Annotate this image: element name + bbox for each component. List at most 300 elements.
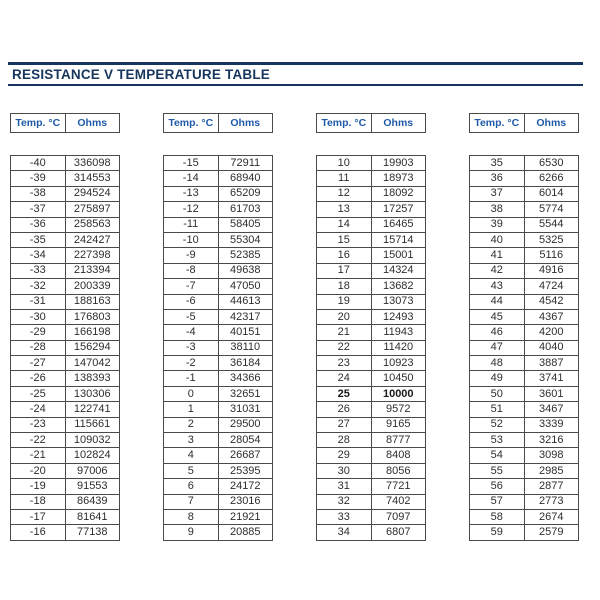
- ohms-cell: 65209: [218, 186, 273, 201]
- table-row: [317, 156, 426, 171]
- resistance-table-4: [469, 155, 579, 541]
- temp-cell: -19: [11, 479, 66, 494]
- temp-cell: -16: [11, 525, 66, 540]
- ohms-cell: 3339: [524, 417, 579, 432]
- table-row: [317, 325, 426, 340]
- temp-cell: 45: [470, 309, 525, 324]
- table-row: [11, 463, 120, 478]
- temp-cell: 0: [164, 386, 219, 401]
- temp-cell: -9: [164, 248, 219, 263]
- temp-cell: 13: [317, 202, 372, 217]
- ohms-cell: 29500: [218, 417, 273, 432]
- table-row: [164, 309, 273, 324]
- temp-cell: -6: [164, 294, 219, 309]
- ohms-cell: 16465: [371, 217, 426, 232]
- table-row: [164, 325, 273, 340]
- table-row: [11, 248, 120, 263]
- table-row: [470, 494, 579, 509]
- table-row: [11, 356, 120, 371]
- temp-cell: -32: [11, 279, 66, 294]
- ohms-cell: 24172: [218, 479, 273, 494]
- temp-cell: -18: [11, 494, 66, 509]
- ohms-cell: 5116: [524, 248, 579, 263]
- ohms-cell: 2674: [524, 509, 579, 524]
- temp-cell: 36: [470, 171, 525, 186]
- temp-header-label: Temp. °C: [164, 114, 219, 132]
- temp-cell: -33: [11, 263, 66, 278]
- table-row: [11, 479, 120, 494]
- ohms-cell: 40151: [218, 325, 273, 340]
- page-title: RESISTANCE V TEMPERATURE TABLE: [12, 67, 271, 82]
- table-row: [11, 263, 120, 278]
- temp-cell: 52: [470, 417, 525, 432]
- ohms-cell: 11420: [371, 340, 426, 355]
- temp-cell: -8: [164, 263, 219, 278]
- table-row: [164, 371, 273, 386]
- table-row: [317, 371, 426, 386]
- table-row: [164, 156, 273, 171]
- ohms-cell: 242427: [65, 232, 120, 247]
- ohms-cell: 61703: [218, 202, 273, 217]
- table-row: [470, 386, 579, 401]
- table-row: [470, 263, 579, 278]
- temp-cell: 59: [470, 525, 525, 540]
- temp-cell: 34: [317, 525, 372, 540]
- table-row: [164, 294, 273, 309]
- ohms-cell: 36184: [218, 356, 273, 371]
- temp-cell: -12: [164, 202, 219, 217]
- table-row: [470, 202, 579, 217]
- table-row: [470, 294, 579, 309]
- table-row: [164, 186, 273, 201]
- ohms-cell: 34366: [218, 371, 273, 386]
- ohms-cell: 15714: [371, 232, 426, 247]
- temp-cell: -35: [11, 232, 66, 247]
- table-row: [11, 171, 120, 186]
- ohms-cell: 4724: [524, 279, 579, 294]
- table-row: [470, 186, 579, 201]
- ohms-cell: 166198: [65, 325, 120, 340]
- ohms-cell: 176803: [65, 309, 120, 324]
- ohms-cell: 52385: [218, 248, 273, 263]
- table-row: [317, 340, 426, 355]
- table-row: [470, 232, 579, 247]
- ohms-cell: 18092: [371, 186, 426, 201]
- temp-cell: -30: [11, 309, 66, 324]
- ohms-cell: 13682: [371, 279, 426, 294]
- temp-header-label: Temp. °C: [317, 114, 372, 132]
- temp-cell: -23: [11, 417, 66, 432]
- ohms-cell: 4200: [524, 325, 579, 340]
- table-row: [317, 202, 426, 217]
- table-row: [470, 509, 579, 524]
- table-row: [317, 279, 426, 294]
- temp-cell: -28: [11, 340, 66, 355]
- table-row: [317, 402, 426, 417]
- temp-cell: 29: [317, 448, 372, 463]
- ohms-cell: 109032: [65, 433, 120, 448]
- ohms-cell: 26687: [218, 448, 273, 463]
- table-row: [164, 417, 273, 432]
- temp-header-label: Temp. °C: [11, 114, 66, 132]
- temp-cell: -25: [11, 386, 66, 401]
- temp-cell: -22: [11, 433, 66, 448]
- table-row: [470, 433, 579, 448]
- table-row: [317, 248, 426, 263]
- table-row: [164, 171, 273, 186]
- temp-cell: 41: [470, 248, 525, 263]
- table-row: [317, 525, 426, 540]
- temp-cell: 9: [164, 525, 219, 540]
- temp-cell: 18: [317, 279, 372, 294]
- temp-cell: 33: [317, 509, 372, 524]
- table-row: [317, 186, 426, 201]
- ohms-cell: 9572: [371, 402, 426, 417]
- ohms-cell: 28054: [218, 433, 273, 448]
- table-row: [164, 340, 273, 355]
- table-row: [317, 232, 426, 247]
- ohms-cell: 3467: [524, 402, 579, 417]
- temp-cell: 35: [470, 156, 525, 171]
- temp-cell: 56: [470, 479, 525, 494]
- ohms-cell: 6530: [524, 156, 579, 171]
- temp-cell: 12: [317, 186, 372, 201]
- temp-cell: 48: [470, 356, 525, 371]
- ohms-cell: 25395: [218, 463, 273, 478]
- table-row: [317, 463, 426, 478]
- temp-cell: -39: [11, 171, 66, 186]
- temp-cell: -37: [11, 202, 66, 217]
- table-row: [11, 202, 120, 217]
- ohms-cell: 9165: [371, 417, 426, 432]
- temp-cell: -3: [164, 340, 219, 355]
- temp-cell: 46: [470, 325, 525, 340]
- temp-cell: 22: [317, 340, 372, 355]
- column-header-4: [469, 113, 579, 133]
- temp-cell: -17: [11, 509, 66, 524]
- resistance-table-2: [163, 155, 273, 541]
- temp-cell: 5: [164, 463, 219, 478]
- temp-cell: -38: [11, 186, 66, 201]
- ohms-cell: 10923: [371, 356, 426, 371]
- temp-cell: 4: [164, 448, 219, 463]
- temp-cell: 31: [317, 479, 372, 494]
- ohms-cell: 3098: [524, 448, 579, 463]
- table-row: [470, 156, 579, 171]
- temp-cell: 58: [470, 509, 525, 524]
- temp-cell: 11: [317, 171, 372, 186]
- temp-cell: 43: [470, 279, 525, 294]
- table-column-1: [10, 113, 120, 539]
- ohms-cell: 4040: [524, 340, 579, 355]
- ohms-cell: 13073: [371, 294, 426, 309]
- table-row: [317, 217, 426, 232]
- ohms-cell: 336098: [65, 156, 120, 171]
- temp-cell: -20: [11, 463, 66, 478]
- table-row: [470, 463, 579, 478]
- ohms-cell: 4542: [524, 294, 579, 309]
- table-row: [164, 202, 273, 217]
- table-row: [470, 325, 579, 340]
- ohms-header-label: Ohms: [77, 117, 108, 129]
- temp-cell: 26: [317, 402, 372, 417]
- temp-cell: -1: [164, 371, 219, 386]
- table-row: [164, 433, 273, 448]
- ohms-cell: 7097: [371, 509, 426, 524]
- temp-cell: 44: [470, 294, 525, 309]
- temp-cell: -2: [164, 356, 219, 371]
- temp-cell: -26: [11, 371, 66, 386]
- temp-cell: 19: [317, 294, 372, 309]
- temp-cell: -31: [11, 294, 66, 309]
- table-row: [317, 433, 426, 448]
- temp-cell: 32: [317, 494, 372, 509]
- table-row: [11, 340, 120, 355]
- ohms-cell: 7721: [371, 479, 426, 494]
- temp-cell: -21: [11, 448, 66, 463]
- ohms-cell: 5325: [524, 232, 579, 247]
- temp-cell: 39: [470, 217, 525, 232]
- temp-cell: -14: [164, 171, 219, 186]
- temp-cell: 21: [317, 325, 372, 340]
- temp-cell: 8: [164, 509, 219, 524]
- ohms-cell: 4367: [524, 309, 579, 324]
- table-row: [164, 448, 273, 463]
- ohms-cell: 38110: [218, 340, 273, 355]
- temp-cell: -10: [164, 232, 219, 247]
- ohms-cell: 213394: [65, 263, 120, 278]
- table-row: [164, 263, 273, 278]
- ohms-cell: 275897: [65, 202, 120, 217]
- table-row: [317, 509, 426, 524]
- table-row: [470, 371, 579, 386]
- ohms-cell: 6807: [371, 525, 426, 540]
- table-row: [164, 356, 273, 371]
- temp-cell: -4: [164, 325, 219, 340]
- ohms-cell: 115661: [65, 417, 120, 432]
- temp-cell: 28: [317, 433, 372, 448]
- table-row: [317, 171, 426, 186]
- title-rule-bottom: [8, 84, 583, 86]
- ohms-cell: 32651: [218, 386, 273, 401]
- table-row: [11, 494, 120, 509]
- temp-cell: 40: [470, 232, 525, 247]
- temp-cell: -15: [164, 156, 219, 171]
- table-row: [11, 371, 120, 386]
- table-row: [164, 386, 273, 401]
- ohms-cell: 10450: [371, 371, 426, 386]
- table-row: [317, 494, 426, 509]
- temp-cell: -7: [164, 279, 219, 294]
- ohms-header-label: Ohms: [383, 117, 414, 129]
- table-column-2: [163, 113, 273, 539]
- ohms-cell: 2773: [524, 494, 579, 509]
- temp-cell: -34: [11, 248, 66, 263]
- ohms-cell: 47050: [218, 279, 273, 294]
- ohms-cell: 3887: [524, 356, 579, 371]
- table-row: [470, 402, 579, 417]
- table-row: [11, 402, 120, 417]
- ohms-cell: 10000: [371, 386, 426, 401]
- ohms-cell: 3601: [524, 386, 579, 401]
- table-row: [470, 356, 579, 371]
- temp-cell: 24: [317, 371, 372, 386]
- ohms-cell: 138393: [65, 371, 120, 386]
- temp-cell: 17: [317, 263, 372, 278]
- ohms-cell: 188163: [65, 294, 120, 309]
- ohms-cell: 7402: [371, 494, 426, 509]
- temp-cell: 27: [317, 417, 372, 432]
- column-header-1: [10, 113, 120, 133]
- temp-cell: 3: [164, 433, 219, 448]
- ohms-cell: 2985: [524, 463, 579, 478]
- temp-cell: 25: [317, 386, 372, 401]
- ohms-cell: 18973: [371, 171, 426, 186]
- table-column-3: [316, 113, 426, 539]
- ohms-cell: 314553: [65, 171, 120, 186]
- table-row: [11, 433, 120, 448]
- temp-cell: -11: [164, 217, 219, 232]
- table-row: [11, 309, 120, 324]
- table-row: [11, 509, 120, 524]
- column-header-3: [316, 113, 426, 133]
- table-row: [11, 279, 120, 294]
- ohms-cell: 12493: [371, 309, 426, 324]
- table-row: [470, 525, 579, 540]
- ohms-cell: 68940: [218, 171, 273, 186]
- ohms-cell: 20885: [218, 525, 273, 540]
- table-row: [470, 248, 579, 263]
- table-row: [470, 279, 579, 294]
- table-row: [470, 417, 579, 432]
- title-rule-top: [8, 62, 583, 65]
- ohms-cell: 86439: [65, 494, 120, 509]
- temp-cell: 7: [164, 494, 219, 509]
- column-header-2: [163, 113, 273, 133]
- ohms-header-label: Ohms: [536, 117, 567, 129]
- temp-cell: 53: [470, 433, 525, 448]
- temp-cell: 20: [317, 309, 372, 324]
- ohms-cell: 21921: [218, 509, 273, 524]
- ohms-cell: 15001: [371, 248, 426, 263]
- ohms-cell: 130306: [65, 386, 120, 401]
- table-row: [470, 309, 579, 324]
- resistance-table-3: [316, 155, 426, 541]
- table-row: [317, 356, 426, 371]
- ohms-cell: 3741: [524, 371, 579, 386]
- temp-cell: 6: [164, 479, 219, 494]
- ohms-cell: 91553: [65, 479, 120, 494]
- table-row: [317, 417, 426, 432]
- ohms-cell: 2579: [524, 525, 579, 540]
- temp-cell: 54: [470, 448, 525, 463]
- table-row: [317, 448, 426, 463]
- ohms-cell: 58405: [218, 217, 273, 232]
- table-row: [317, 479, 426, 494]
- temp-cell: -27: [11, 356, 66, 371]
- resistance-table-1: [10, 155, 120, 541]
- table-row: [11, 294, 120, 309]
- table-row: [317, 263, 426, 278]
- temp-cell: 47: [470, 340, 525, 355]
- ohms-cell: 11943: [371, 325, 426, 340]
- ohms-cell: 8056: [371, 463, 426, 478]
- table-row: [164, 463, 273, 478]
- temp-cell: -13: [164, 186, 219, 201]
- temp-cell: 30: [317, 463, 372, 478]
- temp-cell: 50: [470, 386, 525, 401]
- ohms-cell: 31031: [218, 402, 273, 417]
- temp-cell: -5: [164, 309, 219, 324]
- temp-cell: -36: [11, 217, 66, 232]
- table-row: [164, 279, 273, 294]
- table-row: [164, 494, 273, 509]
- ohms-cell: 49638: [218, 263, 273, 278]
- ohms-cell: 44613: [218, 294, 273, 309]
- temp-cell: 23: [317, 356, 372, 371]
- ohms-cell: 2877: [524, 479, 579, 494]
- ohms-cell: 14324: [371, 263, 426, 278]
- ohms-cell: 42317: [218, 309, 273, 324]
- temp-cell: 15: [317, 232, 372, 247]
- temp-cell: -40: [11, 156, 66, 171]
- ohms-cell: 122741: [65, 402, 120, 417]
- ohms-cell: 55304: [218, 232, 273, 247]
- table-row: [470, 171, 579, 186]
- ohms-cell: 5774: [524, 202, 579, 217]
- ohms-cell: 81641: [65, 509, 120, 524]
- temp-cell: 49: [470, 371, 525, 386]
- ohms-cell: 102824: [65, 448, 120, 463]
- temp-cell: 55: [470, 463, 525, 478]
- temp-cell: 2: [164, 417, 219, 432]
- ohms-cell: 227398: [65, 248, 120, 263]
- temp-cell: 38: [470, 202, 525, 217]
- ohms-cell: 97006: [65, 463, 120, 478]
- temp-cell: 10: [317, 156, 372, 171]
- table-row: [164, 232, 273, 247]
- ohms-cell: 294524: [65, 186, 120, 201]
- table-row: [317, 386, 426, 401]
- table-row: [164, 509, 273, 524]
- ohms-cell: 200339: [65, 279, 120, 294]
- table-row: [164, 217, 273, 232]
- table-column-4: [469, 113, 579, 539]
- table-row: [470, 448, 579, 463]
- table-row: [164, 402, 273, 417]
- table-row: [11, 156, 120, 171]
- table-row: [470, 340, 579, 355]
- table-row: [317, 309, 426, 324]
- ohms-cell: 19903: [371, 156, 426, 171]
- table-row: [164, 525, 273, 540]
- ohms-cell: 8777: [371, 433, 426, 448]
- temp-cell: 51: [470, 402, 525, 417]
- ohms-cell: 72911: [218, 156, 273, 171]
- temp-cell: -29: [11, 325, 66, 340]
- temp-cell: 37: [470, 186, 525, 201]
- ohms-cell: 5544: [524, 217, 579, 232]
- temp-cell: 16: [317, 248, 372, 263]
- ohms-cell: 6266: [524, 171, 579, 186]
- ohms-cell: 17257: [371, 202, 426, 217]
- table-row: [470, 479, 579, 494]
- temp-cell: 14: [317, 217, 372, 232]
- ohms-cell: 3216: [524, 433, 579, 448]
- temp-cell: 42: [470, 263, 525, 278]
- table-row: [11, 325, 120, 340]
- table-row: [11, 217, 120, 232]
